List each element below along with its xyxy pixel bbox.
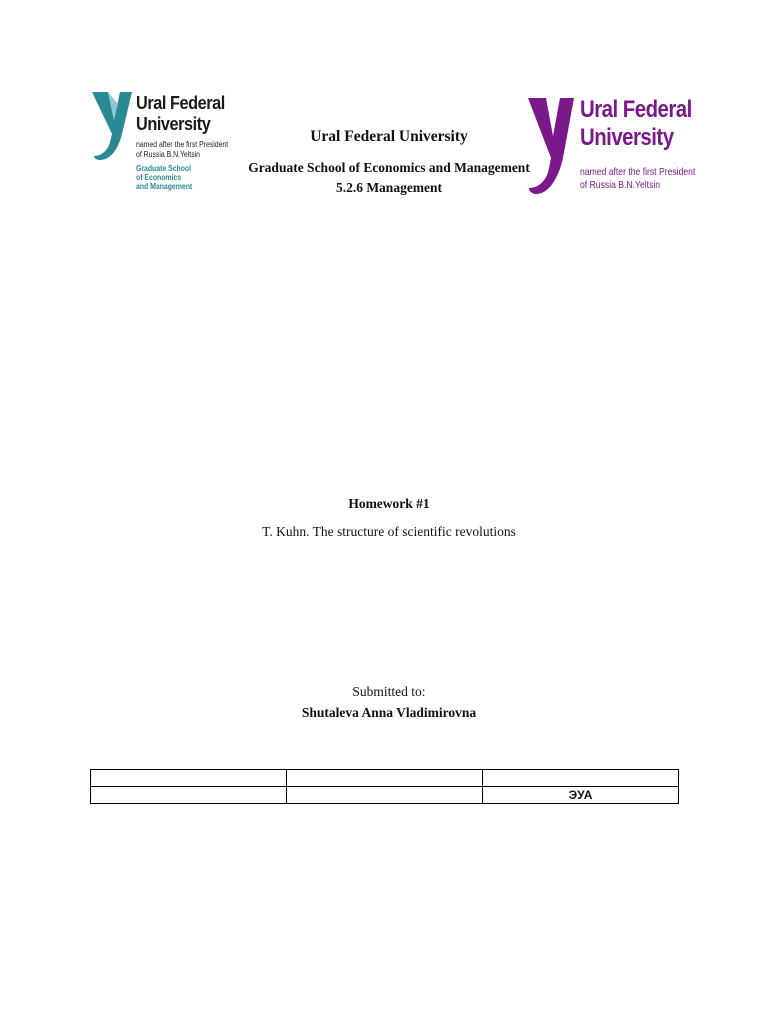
logo-tagline-line-1: named after the first President [136,140,229,149]
school-name: Graduate School of Economics and Management [248,160,530,175]
table-cell [91,787,287,804]
logo-name-line-2: University [580,124,674,151]
homework-subtitle: T. Kuhn. The structure of scientific revolutions [262,524,516,539]
logo-school-line-1: Graduate School [136,164,192,173]
logo-tagline-line-2: of Russia B.N.Yeltsin [580,179,661,191]
table-cell [91,770,287,787]
logo-tagline-line-2: of Russia B.N.Yeltsin [136,150,200,159]
table-cell [287,770,483,787]
table-row [91,770,679,787]
logo-name-line-2: University [136,113,211,134]
table-cell [287,787,483,804]
logo-school-line-2: of Economics [136,173,182,182]
logo-name-line-1: Ural Federal [136,92,225,113]
logo-tagline-line-1: named after the first President [580,166,696,178]
homework-title: Homework #1 [348,496,430,511]
logo-school-line-3: and Management [136,182,193,191]
logo-name-line-1: Ural Federal [580,96,692,123]
program-name: 5.2.6 Management [335,180,443,195]
table-cell [483,770,679,787]
university-emblem-icon [90,90,134,162]
table-row [91,787,679,804]
submitted-to-label: Submitted to: [352,684,426,699]
university-title: Ural Federal University [310,128,468,145]
table-cell: ЭУА [483,787,679,804]
supervisor-name: Shutaleva Anna Vladimirovna [301,705,477,720]
signature-table [90,769,679,804]
